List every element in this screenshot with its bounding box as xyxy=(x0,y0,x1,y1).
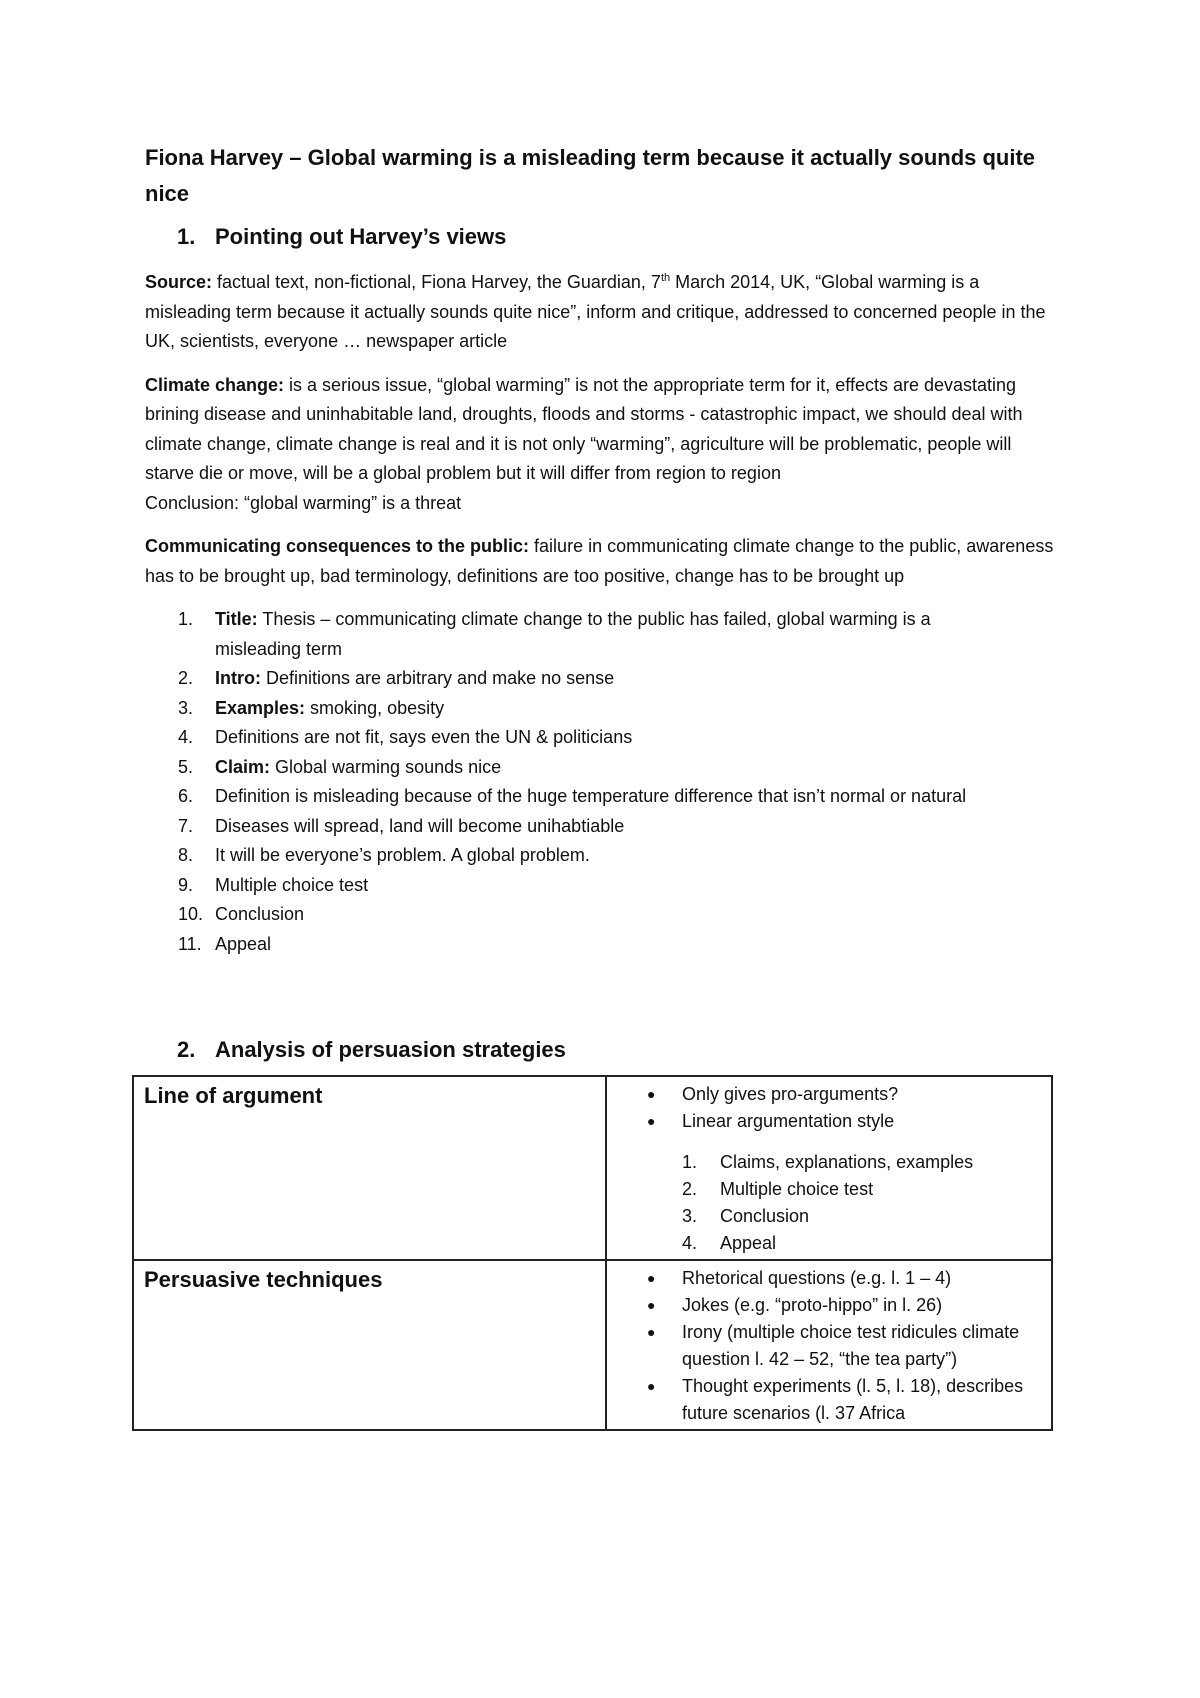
argument-outline-list xyxy=(145,605,1065,959)
outline-item-number: 8. xyxy=(178,845,194,865)
bullet-text: Irony (multiple choice test ridicules climate question l. 42 – 52, “the tea party”) xyxy=(682,1322,1020,1369)
section-1-heading xyxy=(145,224,1065,250)
bullet-item xyxy=(647,1373,1041,1427)
outline-item-text xyxy=(215,605,1065,664)
section-2-title: Analysis of persuasion strategies xyxy=(215,1037,566,1062)
outline-item xyxy=(145,694,1065,724)
outline-item-label: Examples: xyxy=(215,697,306,718)
document-title: Fiona Harvey – Global warming is a misleading term because it actually sounds quite nice xyxy=(145,145,1036,206)
section-1-number: 1. xyxy=(177,224,196,249)
bullet-icon: ● xyxy=(647,1270,656,1286)
outline-item-label: Intro: xyxy=(215,668,261,688)
sublist-item-text: Appeal xyxy=(720,1233,777,1253)
climate-change-text: is a serious issue, “global warming” is not the appropriate term for it, effects are devastating brining disease and uninhabitable land, droughts, floods and storms - catastrophic impact, we should deal with climate change, climate change is real and it is not only “warming”, agriculture will be problematic, people will starve die or move, will be a global problem but it will differ from region to region xyxy=(145,374,1023,483)
outline-item-text xyxy=(215,664,1065,694)
outline-item-text xyxy=(215,753,1065,783)
outline-item xyxy=(145,782,1065,812)
bullet-icon: ● xyxy=(647,1113,656,1129)
outline-item-number: 7. xyxy=(178,815,194,836)
sublist-item-text: Multiple choice test xyxy=(720,1179,874,1199)
bullet-item xyxy=(647,1265,1041,1292)
outline-item-body: Global warming sounds nice xyxy=(270,756,502,777)
bullet-item xyxy=(647,1081,1041,1108)
outline-item xyxy=(145,664,1065,694)
bullet-icon: ● xyxy=(647,1297,656,1313)
bullet-text: Only gives pro-arguments? xyxy=(682,1084,899,1104)
outline-item-number: 11. xyxy=(178,933,202,954)
outline-item-body: Multiple choice test xyxy=(215,874,369,895)
outline-item-body: Definitions are not fit, says even the UN & politicians xyxy=(215,727,633,747)
outline-item xyxy=(145,605,1065,664)
sublist-item-number: 2. xyxy=(682,1179,698,1199)
outline-item xyxy=(145,812,1065,842)
document-page xyxy=(145,140,1065,1431)
outline-item-body: Definitions are arbitrary and make no sense xyxy=(260,668,615,688)
sublist-item-number: 4. xyxy=(682,1233,698,1253)
climate-conclusion: Conclusion: “global warming” is a threat xyxy=(145,492,462,513)
table-row xyxy=(133,1076,1052,1260)
sublist-item xyxy=(647,1149,1041,1176)
outline-item-text xyxy=(215,871,1065,901)
row-content xyxy=(606,1076,1052,1260)
bullet-icon: ● xyxy=(647,1086,656,1102)
row-heading: Persuasive techniques xyxy=(133,1260,606,1430)
bullet-text: Linear argumentation style xyxy=(682,1111,895,1131)
bullet-list xyxy=(647,1081,1041,1135)
bullet-icon: ● xyxy=(647,1378,656,1394)
persuasion-analysis-table xyxy=(132,1075,1053,1431)
outline-item-label: Title: xyxy=(215,609,258,629)
outline-item-body: Thesis – communicating climate change to the public has failed, global warming is a misleading term xyxy=(215,609,931,659)
table-row xyxy=(133,1260,1052,1430)
communicating-text: failure in communicating climate change to the public, awareness has to be brought up, bad terminology, definitions are too positive, change has to be brought up xyxy=(145,536,1054,586)
bullet-list xyxy=(647,1265,1041,1427)
row-heading: Line of argument xyxy=(133,1076,606,1260)
outline-item xyxy=(145,753,1065,783)
outline-item-text xyxy=(215,782,1065,812)
outline-item-body: smoking, obesity xyxy=(305,697,445,718)
source-label: Source: xyxy=(145,272,213,292)
sublist-item xyxy=(647,1230,1041,1257)
outline-item-body: It will be everyone’s problem. A global problem. xyxy=(215,845,590,865)
outline-item-text xyxy=(215,900,1065,930)
outline-item-number: 6. xyxy=(178,786,194,806)
sublist-item-number: 3. xyxy=(682,1206,698,1226)
bullet-text: Jokes (e.g. “proto-hippo” in l. 26) xyxy=(682,1295,943,1315)
outline-item-body: Diseases will spread, land will become unihabtiable xyxy=(215,815,625,836)
outline-item-body: Appeal xyxy=(215,933,272,954)
outline-item xyxy=(145,723,1065,753)
row-content xyxy=(606,1260,1052,1430)
bullet-icon: ● xyxy=(647,1324,656,1340)
section-2-heading xyxy=(145,1037,1065,1063)
climate-change-paragraph xyxy=(145,371,1065,519)
sublist-item xyxy=(647,1203,1041,1230)
outline-item-number: 10. xyxy=(178,904,204,924)
source-paragraph xyxy=(145,268,1065,357)
outline-item xyxy=(145,930,1065,960)
source-text-before: factual text, non-fictional, Fiona Harvey, the Guardian, 7 xyxy=(212,272,661,292)
bullet-text: Rhetorical questions (e.g. l. 1 – 4) xyxy=(682,1268,952,1288)
bullet-text: Thought experiments (l. 5, l. 18), describes future scenarios (l. 37 Africa xyxy=(682,1376,1024,1423)
outline-item-text xyxy=(215,694,1065,724)
outline-item xyxy=(145,871,1065,901)
sublist-item xyxy=(647,1176,1041,1203)
outline-item-number: 2. xyxy=(178,668,194,688)
section-1-title: Pointing out Harvey’s views xyxy=(215,224,507,249)
climate-change-label: Climate change: xyxy=(145,374,285,395)
outline-item-text xyxy=(215,812,1065,842)
section-2-number: 2. xyxy=(177,1037,196,1062)
outline-item-label: Claim: xyxy=(215,756,271,777)
outline-item-text xyxy=(215,723,1065,753)
date-superscript: th xyxy=(660,272,671,284)
outline-item-number: 5. xyxy=(178,756,194,777)
outline-item-number: 9. xyxy=(178,874,194,895)
outline-item-number: 3. xyxy=(178,697,194,718)
communicating-label: Communicating consequences to the public: xyxy=(145,536,530,556)
source-text-after: March 2014, UK, “Global warming is a misleading term because it actually sounds quite nice”, inform and critique, addressed to concerned people in the UK, scientists, everyone … newspaper article xyxy=(145,272,1046,351)
outline-item-number: 1. xyxy=(178,609,194,629)
outline-item-number: 4. xyxy=(178,727,194,747)
bullet-item xyxy=(647,1292,1041,1319)
bullet-item xyxy=(647,1319,1041,1373)
communicating-paragraph xyxy=(145,532,1065,591)
numbered-sublist xyxy=(647,1149,1041,1257)
outline-item-body: Conclusion xyxy=(215,904,305,924)
outline-item xyxy=(145,900,1065,930)
outline-item-text xyxy=(215,930,1065,960)
outline-item-text xyxy=(215,841,1065,871)
sublist-item-text: Claims, explanations, examples xyxy=(720,1152,974,1172)
outline-item-body: Definition is misleading because of the huge temperature difference that isn’t normal or natural xyxy=(215,786,967,806)
sublist-item-text: Conclusion xyxy=(720,1206,810,1226)
outline-item xyxy=(145,841,1065,871)
bullet-item xyxy=(647,1108,1041,1135)
sublist-item-number: 1. xyxy=(682,1152,698,1172)
